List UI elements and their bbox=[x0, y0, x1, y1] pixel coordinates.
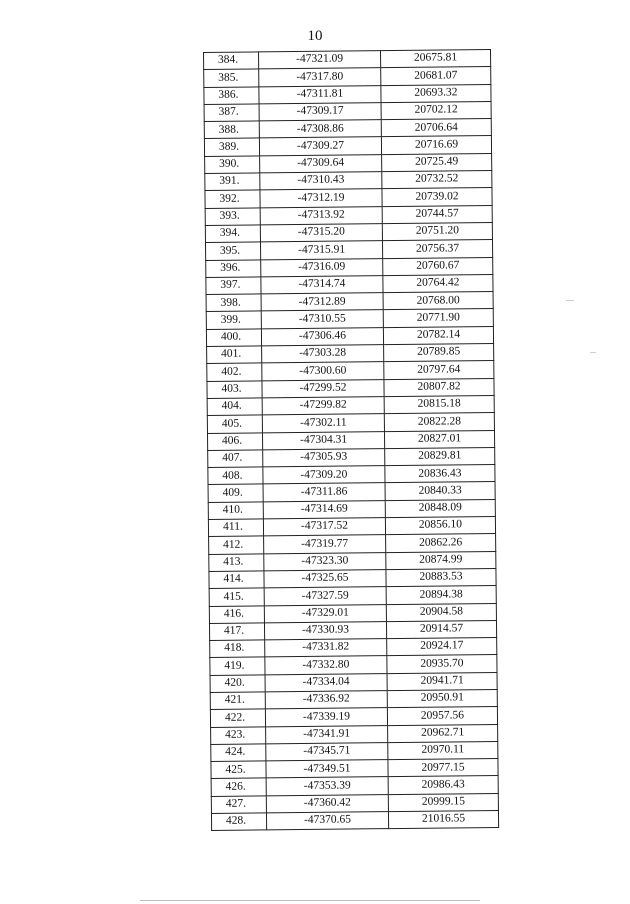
x-coordinate-cell: -47317.80 bbox=[259, 68, 381, 87]
point-number-cell: 403. bbox=[207, 381, 262, 399]
coordinates-table-body bbox=[204, 49, 499, 830]
x-coordinate-cell: -47325.65 bbox=[264, 570, 386, 589]
x-coordinate-cell: -47323.30 bbox=[264, 552, 386, 571]
x-coordinate-cell: -47311.81 bbox=[259, 85, 381, 104]
y-coordinate-cell: 20986.43 bbox=[388, 776, 498, 794]
point-number-cell: 385. bbox=[204, 69, 259, 87]
point-number-cell: 408. bbox=[208, 467, 263, 485]
point-number-cell: 411. bbox=[208, 519, 263, 537]
x-coordinate-cell: -47306.46 bbox=[261, 327, 383, 346]
point-number-cell: 391. bbox=[205, 173, 260, 191]
point-number-cell: 416. bbox=[209, 605, 264, 623]
point-number-cell: 405. bbox=[207, 415, 262, 433]
y-coordinate-cell: 20739.02 bbox=[382, 188, 492, 206]
point-number-cell: 419. bbox=[210, 657, 265, 675]
y-coordinate-cell: 20716.69 bbox=[381, 136, 491, 154]
y-coordinate-cell: 20914.57 bbox=[386, 620, 496, 638]
point-number-cell: 412. bbox=[209, 536, 264, 554]
y-coordinate-cell: 20681.07 bbox=[381, 67, 491, 85]
point-number-cell: 386. bbox=[204, 87, 259, 105]
point-number-cell: 421. bbox=[210, 692, 265, 710]
x-coordinate-cell: -47349.51 bbox=[266, 760, 388, 779]
y-coordinate-cell: 20732.52 bbox=[382, 171, 492, 189]
point-number-cell: 390. bbox=[205, 156, 260, 174]
table-row bbox=[211, 811, 498, 831]
point-number-cell: 387. bbox=[204, 104, 259, 122]
y-coordinate-cell: 20924.17 bbox=[387, 638, 497, 656]
point-number-cell: 409. bbox=[208, 484, 263, 502]
point-number-cell: 396. bbox=[206, 259, 261, 277]
x-coordinate-cell: -47314.69 bbox=[263, 500, 385, 519]
point-number-cell: 400. bbox=[206, 329, 261, 347]
point-number-cell: 414. bbox=[209, 571, 264, 589]
x-coordinate-cell: -47341.91 bbox=[266, 725, 388, 744]
y-coordinate-cell: 20827.01 bbox=[384, 430, 494, 448]
y-coordinate-cell: 20862.26 bbox=[386, 534, 496, 552]
y-coordinate-cell: 20950.91 bbox=[387, 689, 497, 707]
y-coordinate-cell: 20782.14 bbox=[383, 326, 493, 344]
y-coordinate-cell: 20751.20 bbox=[382, 222, 492, 240]
coordinates-table bbox=[203, 49, 499, 831]
y-coordinate-cell: 20962.71 bbox=[388, 724, 498, 742]
x-coordinate-cell: -47303.28 bbox=[262, 345, 384, 364]
x-coordinate-cell: -47353.39 bbox=[266, 777, 388, 796]
x-coordinate-cell: -47317.52 bbox=[263, 518, 385, 537]
x-coordinate-cell: -47331.82 bbox=[265, 639, 387, 658]
point-number-cell: 426. bbox=[211, 778, 266, 796]
point-number-cell: 388. bbox=[204, 121, 259, 139]
x-coordinate-cell: -47345.71 bbox=[266, 742, 388, 761]
point-number-cell: 399. bbox=[206, 311, 261, 329]
y-coordinate-cell: 20675.81 bbox=[380, 49, 490, 67]
point-number-cell: 415. bbox=[209, 588, 264, 606]
point-number-cell: 420. bbox=[210, 675, 265, 693]
x-coordinate-cell: -47312.19 bbox=[260, 189, 382, 208]
point-number-cell: 407. bbox=[208, 450, 263, 468]
x-coordinate-cell: -47309.20 bbox=[263, 466, 385, 485]
point-number-cell: 404. bbox=[207, 398, 262, 416]
point-number-cell: 406. bbox=[207, 432, 262, 450]
x-coordinate-cell: -47334.04 bbox=[265, 673, 387, 692]
scan-edge-line bbox=[140, 900, 480, 901]
point-number-cell: 427. bbox=[211, 796, 266, 814]
x-coordinate-cell: -47360.42 bbox=[266, 794, 388, 813]
y-coordinate-cell: 20957.56 bbox=[387, 707, 497, 725]
y-coordinate-cell: 20883.53 bbox=[386, 568, 496, 586]
y-coordinate-cell: 20764.42 bbox=[383, 274, 493, 292]
x-coordinate-cell: -47313.92 bbox=[260, 206, 382, 225]
y-coordinate-cell: 20693.32 bbox=[381, 84, 491, 102]
y-coordinate-cell: 20999.15 bbox=[388, 793, 498, 811]
point-number-cell: 384. bbox=[204, 52, 259, 70]
point-number-cell: 423. bbox=[211, 726, 266, 744]
x-coordinate-cell: -47305.93 bbox=[263, 448, 385, 467]
x-coordinate-cell: -47332.80 bbox=[265, 656, 387, 675]
x-coordinate-cell: -47310.43 bbox=[260, 172, 382, 191]
x-coordinate-cell: -47300.60 bbox=[262, 362, 384, 381]
x-coordinate-cell: -47339.19 bbox=[265, 708, 387, 727]
x-coordinate-cell: -47309.27 bbox=[259, 137, 381, 156]
scan-artifact bbox=[590, 352, 596, 353]
x-coordinate-cell: -47304.31 bbox=[262, 431, 384, 450]
y-coordinate-cell: 20789.85 bbox=[384, 344, 494, 362]
point-number-cell: 424. bbox=[211, 744, 266, 762]
y-coordinate-cell: 20848.09 bbox=[385, 499, 495, 517]
point-number-cell: 410. bbox=[208, 502, 263, 520]
y-coordinate-cell: 20941.71 bbox=[387, 672, 497, 690]
scan-artifact bbox=[566, 300, 574, 301]
x-coordinate-cell: -47314.74 bbox=[261, 275, 383, 294]
x-coordinate-cell: -47315.91 bbox=[260, 241, 382, 260]
y-coordinate-cell: 20836.43 bbox=[385, 465, 495, 483]
x-coordinate-cell: -47321.09 bbox=[259, 51, 381, 70]
point-number-cell: 393. bbox=[205, 208, 260, 226]
x-coordinate-cell: -47308.86 bbox=[259, 120, 381, 139]
y-coordinate-cell: 20768.00 bbox=[383, 292, 493, 310]
x-coordinate-cell: -47309.17 bbox=[259, 103, 381, 122]
y-coordinate-cell: 20756.37 bbox=[382, 240, 492, 258]
point-number-cell: 397. bbox=[206, 277, 261, 295]
y-coordinate-cell: 20744.57 bbox=[382, 205, 492, 223]
y-coordinate-cell: 20840.33 bbox=[385, 482, 495, 500]
point-number-cell: 395. bbox=[205, 242, 260, 260]
y-coordinate-cell: 20797.64 bbox=[384, 361, 494, 379]
y-coordinate-cell: 20935.70 bbox=[387, 655, 497, 673]
y-coordinate-cell: 20771.90 bbox=[383, 309, 493, 327]
x-coordinate-cell: -47370.65 bbox=[266, 812, 388, 831]
y-coordinate-cell: 20856.10 bbox=[385, 516, 495, 534]
point-number-cell: 413. bbox=[209, 554, 264, 572]
x-coordinate-cell: -47315.20 bbox=[260, 224, 382, 243]
y-coordinate-cell: 20970.11 bbox=[388, 741, 498, 759]
x-coordinate-cell: -47327.59 bbox=[264, 587, 386, 606]
x-coordinate-cell: -47316.09 bbox=[261, 258, 383, 277]
y-coordinate-cell: 20829.81 bbox=[385, 447, 495, 465]
y-coordinate-cell: 20894.38 bbox=[386, 586, 496, 604]
point-number-cell: 398. bbox=[206, 294, 261, 312]
y-coordinate-cell: 20815.18 bbox=[384, 395, 494, 413]
x-coordinate-cell: -47329.01 bbox=[264, 604, 386, 623]
x-coordinate-cell: -47299.82 bbox=[262, 397, 384, 416]
y-coordinate-cell: 20874.99 bbox=[386, 551, 496, 569]
point-number-cell: 389. bbox=[204, 138, 259, 156]
page-number: 10 bbox=[307, 28, 323, 44]
point-number-cell: 402. bbox=[207, 363, 262, 381]
y-coordinate-cell: 21016.55 bbox=[388, 811, 498, 829]
x-coordinate-cell: -47330.93 bbox=[264, 621, 386, 640]
x-coordinate-cell: -47309.64 bbox=[260, 154, 382, 173]
point-number-cell: 392. bbox=[205, 190, 260, 208]
x-coordinate-cell: -47310.55 bbox=[261, 310, 383, 329]
point-number-cell: 394. bbox=[205, 225, 260, 243]
x-coordinate-cell: -47336.92 bbox=[265, 691, 387, 710]
point-number-cell: 428. bbox=[211, 813, 266, 831]
y-coordinate-cell: 20702.12 bbox=[381, 101, 491, 119]
x-coordinate-cell: -47299.52 bbox=[262, 379, 384, 398]
y-coordinate-cell: 20904.58 bbox=[386, 603, 496, 621]
y-coordinate-cell: 20807.82 bbox=[384, 378, 494, 396]
x-coordinate-cell: -47319.77 bbox=[264, 535, 386, 554]
point-number-cell: 417. bbox=[209, 623, 264, 641]
x-coordinate-cell: -47302.11 bbox=[262, 414, 384, 433]
y-coordinate-cell: 20706.64 bbox=[381, 119, 491, 137]
point-number-cell: 425. bbox=[211, 761, 266, 779]
y-coordinate-cell: 20760.67 bbox=[383, 257, 493, 275]
y-coordinate-cell: 20725.49 bbox=[382, 153, 492, 171]
point-number-cell: 418. bbox=[210, 640, 265, 658]
point-number-cell: 401. bbox=[207, 346, 262, 364]
x-coordinate-cell: -47312.89 bbox=[261, 293, 383, 312]
y-coordinate-cell: 20822.28 bbox=[384, 413, 494, 431]
x-coordinate-cell: -47311.86 bbox=[263, 483, 385, 502]
point-number-cell: 422. bbox=[210, 709, 265, 727]
y-coordinate-cell: 20977.15 bbox=[388, 759, 498, 777]
